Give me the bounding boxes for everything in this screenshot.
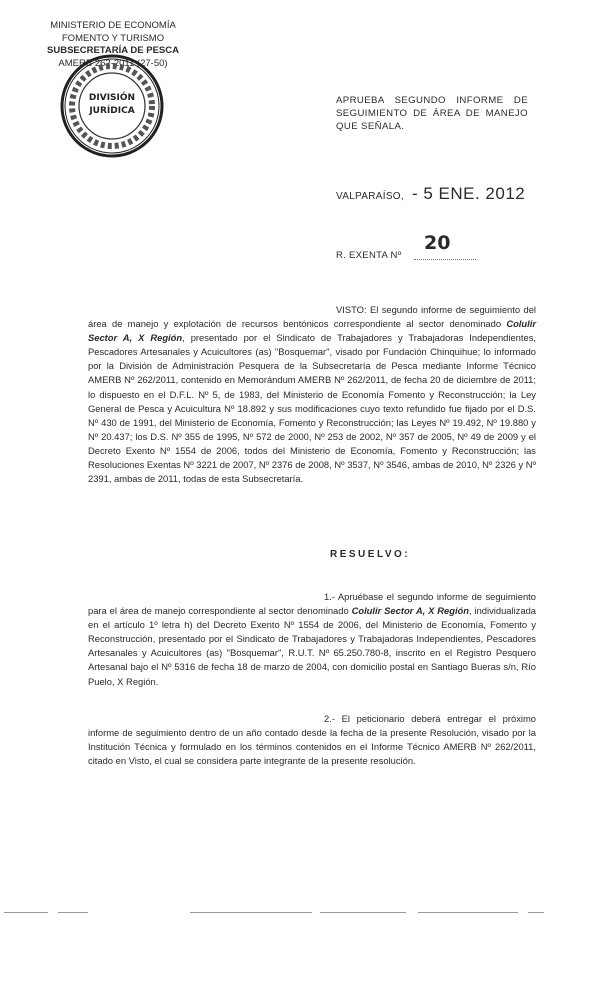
resolution-label: R. EXENTA Nº [336,250,402,261]
resolution-number: 20 [424,232,451,254]
place-label: VALPARAÍSO, [336,191,404,202]
stamp-text: DIVISIÓN [88,93,136,103]
footer-rule [320,912,406,913]
ministry-name-line1: MINISTERIO DE ECONOMÍA [50,20,176,31]
footer-rule [418,912,518,913]
place-date [336,184,536,204]
article-2: 2.- El peticionario deberá entregar el próximo informe de seguimiento dentro de un año contado desde la fecha de la presente Resolución, visado por la Institución Técnica y formulado en los términos contenidos en el Informe Técnico AMERB Nº 262/2011, citado en Visto, el cual se considera parte integrante de la presente resolución. [88,713,536,767]
footer-rule [58,912,88,913]
article-1: 1.- Apruébase el segundo informe de seguimiento para el área de manejo correspondiente al sector denominado Colulir Sector A, X Región, individualizada en el artículo 1º letra h) del Decreto Exento Nº 1554 de 2006, del Ministerio de Economía, Fomento y Reconstrucción, presentado por el Sindicato de Trabajadores y Trabajadoras Independientes, Pescadores Artesanales y Acuicultores (as) "Bosquemar", R.U.T. Nº 65.250.780-8, inscrito en el Registro Pesquero Artesanal bajo el Nº 5316 de fecha 18 de marzo de 2004, con domicilio postal en Santiago Bueras s/n, Río Puelo, X Región. [88,591,536,687]
footer-rule [4,912,48,913]
svg-text:JURÍDICA: JURÍDICA [89,106,135,116]
number-dotted-line [414,259,476,260]
division-juridica-stamp [58,52,166,160]
footer-rule [190,912,312,913]
resolution-title: APRUEBA SEGUNDO INFORME DE SEGUIMIENTO DE ÁREA DE MANEJO QUE SEÑALA. [336,95,528,132]
reference-code: AMERB 262-2011 (27-50) [58,57,168,69]
date-stamp: - 5 ENE. 2012 [411,184,526,203]
ministry-name-line3: SUBSECRETARÍA DE PESCA [47,45,179,56]
resuelvo-heading: RESUELVO: [330,549,411,560]
sector-name: Colulir Sector A, X Región [88,318,536,344]
visto-paragraph: VISTO: El segundo informe de seguimiento del área de manejo y explotación de recursos bentónicos correspondiente al sector denominado Colulir Sector A, X Región, presentado por el Sindicato de Trabajadores y Trabajadoras Independientes, Pescadores Artesanales y Acuicultores (as) "Bosquemar", visado por Fundación Chinquihue; lo informado por la División de Administración Pesquera de la Subsecretaría de Pesca mediante Informe Técnico AMERB Nº 262/2011, contenido en Memorándum AMERB Nº 262/2011, de fecha 20 de diciembre de 2011; lo dispuesto en el D.F.L. Nº 5, de 1983, del Ministerio de Economía Fomento y Reconstrucción; la Ley General de Pesca y Acuicultura Nº 18.892 y sus modificaciones cuyo texto refundido fue fijado por el D.S. Nº 430 de 1991, del Ministerio de Economía, Fomento y Reconstrucción; las Leyes Nº 19.492, Nº 19.880 y Nº 20.437; los D.S. Nº 355 de 1995, Nº 572 de 2000, Nº 253 de 2002, Nº 357 de 2005, Nº 49 de 2009 y el Decreto Exento Nº 1554 de 2006, todos del Ministerio de Economía, Fomento y Reconstrucción; las Resoluciones Exentas Nº 3221 de 2007, Nº 2376 de 2008, Nº 3537, Nº 3546, ambas de 2010, Nº 2326 y Nº 2391, ambas de 2011, todas de esta Subsecretaría. [88,304,536,485]
article-1-sector: Colulir Sector A, X Región [351,605,470,617]
ministry-name-line2: FOMENTO Y TURISMO [61,32,165,44]
footer-rule [528,912,544,913]
